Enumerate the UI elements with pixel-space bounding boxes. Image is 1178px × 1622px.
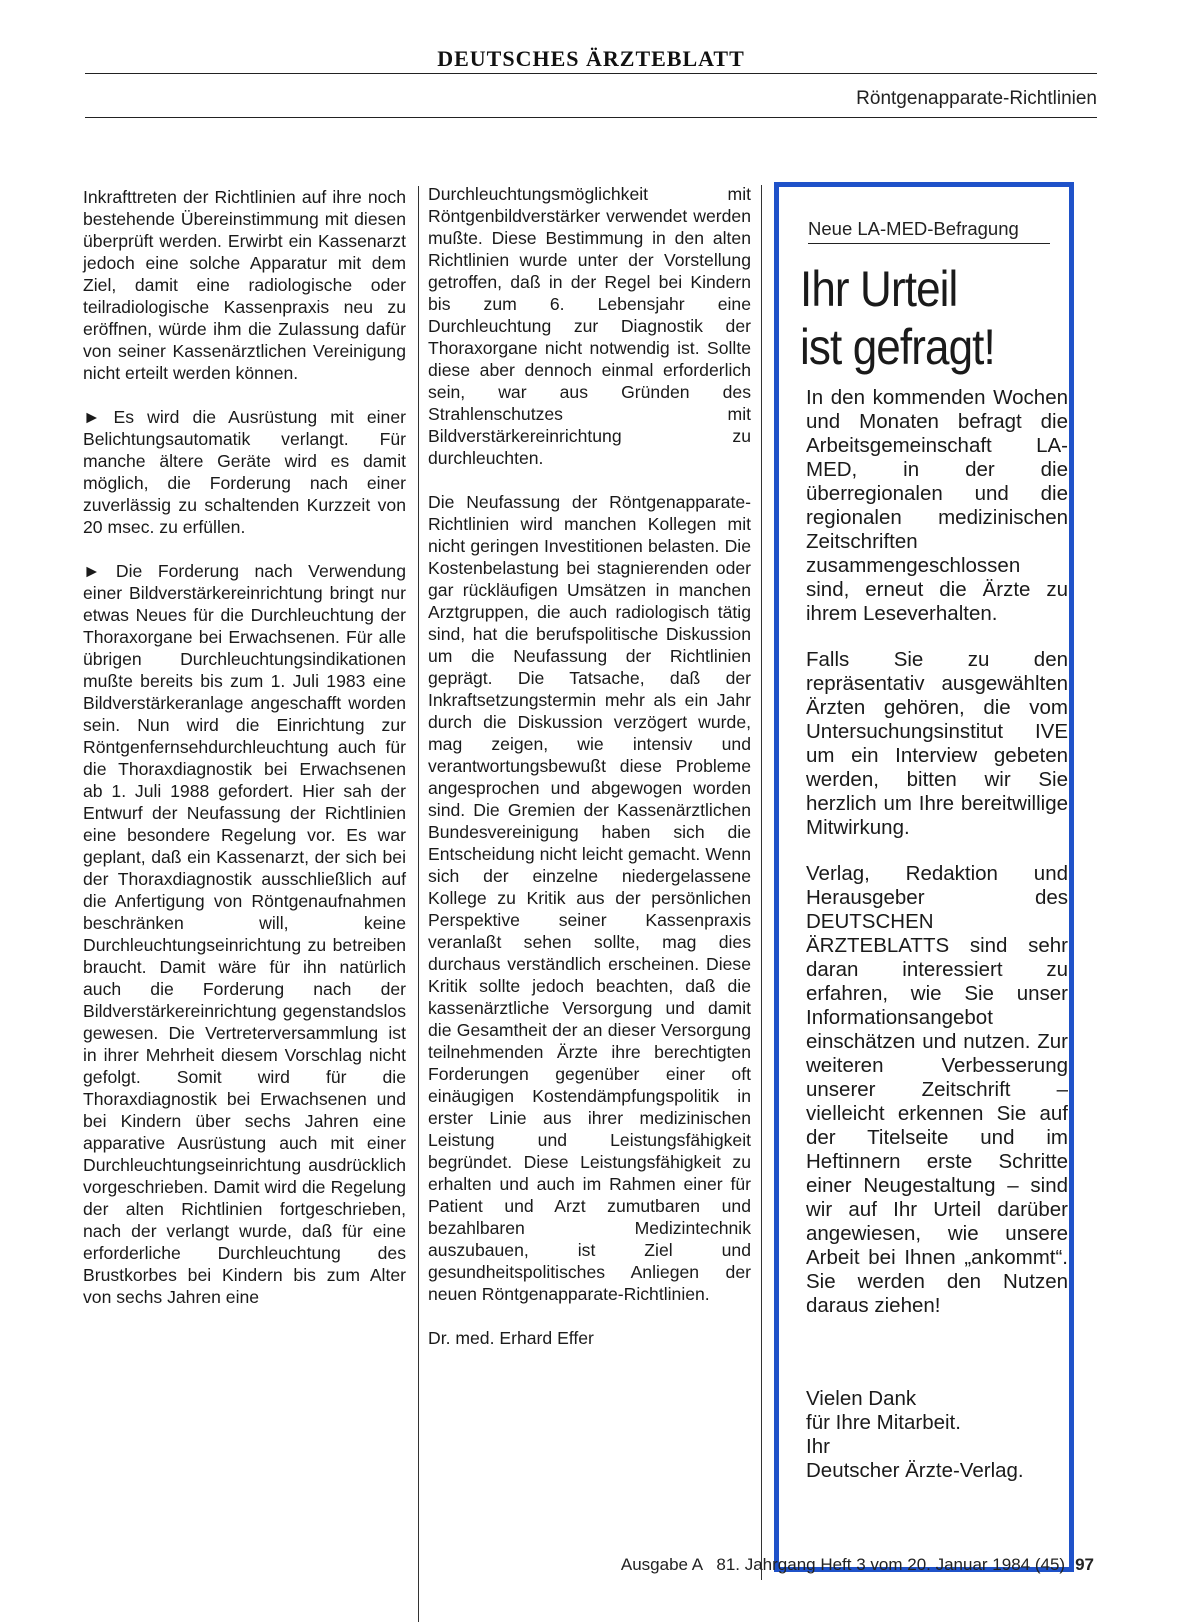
column2-paragraph-2: Die Neufassung der Röntgenapparate-Richtlinien wird manchen Kollegen mit nicht geringen Investitionen belasten. Die Kostenbelastung bei stagnierenden oder gar rückläufigen Umsätzen in manchen Arztgruppen, die auch radiologisch tätig sind, hat die berufspolitische Diskussion um die Neufassung der Richtlinien geprägt. Die Tatsache, daß der Inkraftsetzungstermin mehr als ein Jahr durch die Diskussion verzögert wurde, mag zeigen, wie intensiv und verantwortungsbewußt diese Probleme angesprochen und abgewogen worden sind. Die Gremien der Kassenärztlichen Bundesvereinigung haben sich die Entscheidung nicht leicht gemacht. Wenn sich der einzelne niedergelassene Kollege zu Kritik aus der persönlichen Perspektive seiner Kassenpraxis veranlaßt sehen sollte, mag dies durchaus verständlich erscheinen. Diese Kritik sollte jedoch beachten, daß die kassenärztliche Versorgung und damit die Gesamtheit der an dieser Versorgung teilnehmenden Ärzte ihre berechtigten Forderungen gegenüber einer oft einäugigen Kostendämpfungspolitik in erster Linie aus ihrer medizinischen Leistung und Leistungsfähigkeit begründet. Diese Leistungsfähigkeit zu erhalten und auch im Rahmen einer für Patient und Arzt zumutbaren und bezahlbaren Medizintechnik auszubauen, ist Ziel und gesundheitspolitisches Anliegen der neuen Röntgenapparate-Richtlinien. xyxy=(428,492,751,1304)
box-body xyxy=(806,386,1068,1340)
column1-paragraph-1: Inkrafttreten der Richtlinien auf ihre noch bestehende Übereinstimmung mit diesen überprüft werden. Erwirbt ein Kassenarzt jedoch eine solche Apparatur mit dem Ziel, damit eine radiologische oder teilradiologische Kassenpraxis neu zu eröffnen, würde ihm die Zulassung dafür von seiner Kassenärztlichen Vereinigung nicht erteilt werden können. xyxy=(83,187,406,383)
closing-line-4: Deutscher Ärzte-Verlag. xyxy=(806,1459,1024,1482)
box-paragraph-1: In den kommenden Wochen und Monaten befragt die Arbeitsgemeinschaft LA-MED, in der die überregionalen und die regionalen medizinischen Zeitschriften zusammengeschlossen sind, erneut die Ärzte zu ihrem Leseverhalten. xyxy=(806,386,1068,625)
header-rule-bottom xyxy=(85,117,1097,118)
article-column-1 xyxy=(83,186,406,1330)
closing-line-3: Ihr xyxy=(806,1435,830,1458)
column1-paragraph-3: ► Die Forderung nach Verwendung einer Bildverstärkereinrichtung bringt nur etwas Neues für die Durchleuchtung der Thoraxorgane bei Erwachsenen. Für alle übrigen Durchleuchtungsindikationen mußte bereits bis zum 1. Juli 1983 eine Bildverstärkeranlage angeschafft worden sein. Nun wird die Einrichtung zur Röntgenfernsehdurchleuchtung auch für die Thoraxdiagnostik bei Erwachsenen ab 1. Juli 1988 gefordert. Hier sah der Entwurf der Neufassung der Richtlinien eine besondere Regelung vor. Es war geplant, daß ein Kassenarzt, der sich bei der Thoraxdiagnostik ausschließlich auf die Anfertigung von Röntgenaufnahmen beschränken will, keine Durchleuchtungseinrichtung zu betreiben braucht. Damit wäre für ihn natürlich auch die Forderung nach der Bildverstärkereinrichtung gegenstandslos gewesen. Die Vertreterversammlung ist in ihrer Mehrheit diesem Vorschlag nicht gefolgt. Somit wird für die Thoraxdiagnostik bei Erwachsenen und bei Kindern über sechs Jahren eine apparative Ausrüstung auch mit einer Durchleuchtungseinrichtung ausdrücklich vorgeschrieben. Damit wird die Regelung der alten Richtlinien fortgeschrieben, nach der verlangt wurde, daß für eine erforderliche Durchleuchtung des Brustkorbes bei Kindern bis zum Alter von sechs Jahren eine xyxy=(83,561,406,1307)
page-number: 97 xyxy=(1075,1555,1094,1574)
header-rule-top xyxy=(85,73,1097,74)
closing-line-1: Vielen Dank xyxy=(806,1387,917,1410)
masthead-title: DEUTSCHES ÄRZTEBLATT xyxy=(437,46,745,71)
page-footer xyxy=(621,1555,1094,1575)
box-headline-line-2: ist gefragt! xyxy=(800,319,995,375)
box-headline xyxy=(800,260,1038,376)
section-label: Röntgenapparate-Richtlinien xyxy=(856,88,1097,109)
box-closing xyxy=(806,1387,1068,1483)
box-paragraph-2: Falls Sie zu den repräsentativ ausgewählten Ärzten gehören, die vom Untersuchungsinstitut IVE um ein Interview gebeten werden, bitten wir Sie herzlich um Ihre bereitwillige Mitwirkung. xyxy=(806,648,1068,839)
column1-paragraph-2: ► Es wird die Ausrüstung mit einer Belichtungsautomatik verlangt. Für manche ältere Geräte wird es damit möglich, die Forderung nach einer zuverlässig zu schaltenden Kurzzeit von 20 msec. zu erfüllen. xyxy=(83,407,406,537)
closing-line-2: für Ihre Mitarbeit. xyxy=(806,1411,961,1434)
author-signature: Dr. med. Erhard Effer xyxy=(428,1328,594,1348)
article-column-2 xyxy=(428,183,751,1371)
issue-info: Ausgabe A 81. Jahrgang Heft 3 vom 20. Januar 1984 (45) xyxy=(620,1555,1066,1574)
column-divider xyxy=(418,186,419,1622)
box-headline-line-1: Ihr Urteil xyxy=(800,261,958,317)
box-kicker: Neue LA-MED-Befragung xyxy=(808,218,1050,244)
box-divider xyxy=(761,185,762,1580)
column2-paragraph-1: Durchleuchtungsmöglichkeit mit Röntgenbildverstärker verwendet werden mußte. Diese Bestimmung in den alten Richtlinien wurde unter der Vorstellung getroffen, daß in der Regel bei Kindern bis zum 6. Lebensjahr eine Durchleuchtung zur Diagnostik der Thoraxorgane nicht notwendig ist. Sollte diese aber dennoch einmal erforderlich sein, war aus Gründen des Strahlenschutzes mit Bildverstärkereinrichtung zu durchleuchten. xyxy=(428,184,751,468)
box-paragraph-3: Verlag, Redaktion und Herausgeber des DEUTSCHEN ÄRZTEBLATTS sind sehr daran interessiert zu erfahren, wie Sie unser Informationsangebot einschätzen und nutzen. Zur weiteren Verbesserung unserer Zeitschrift – vielleicht erkennen Sie auf der Titelseite und im Heftinnern erste Schritte einer Neugestaltung – sind wir auf Ihr Urteil darüber angewiesen, wie unsere Arbeit bei Ihnen „ankommt“. Sie werden den Nutzen daraus ziehen! xyxy=(806,862,1068,1317)
